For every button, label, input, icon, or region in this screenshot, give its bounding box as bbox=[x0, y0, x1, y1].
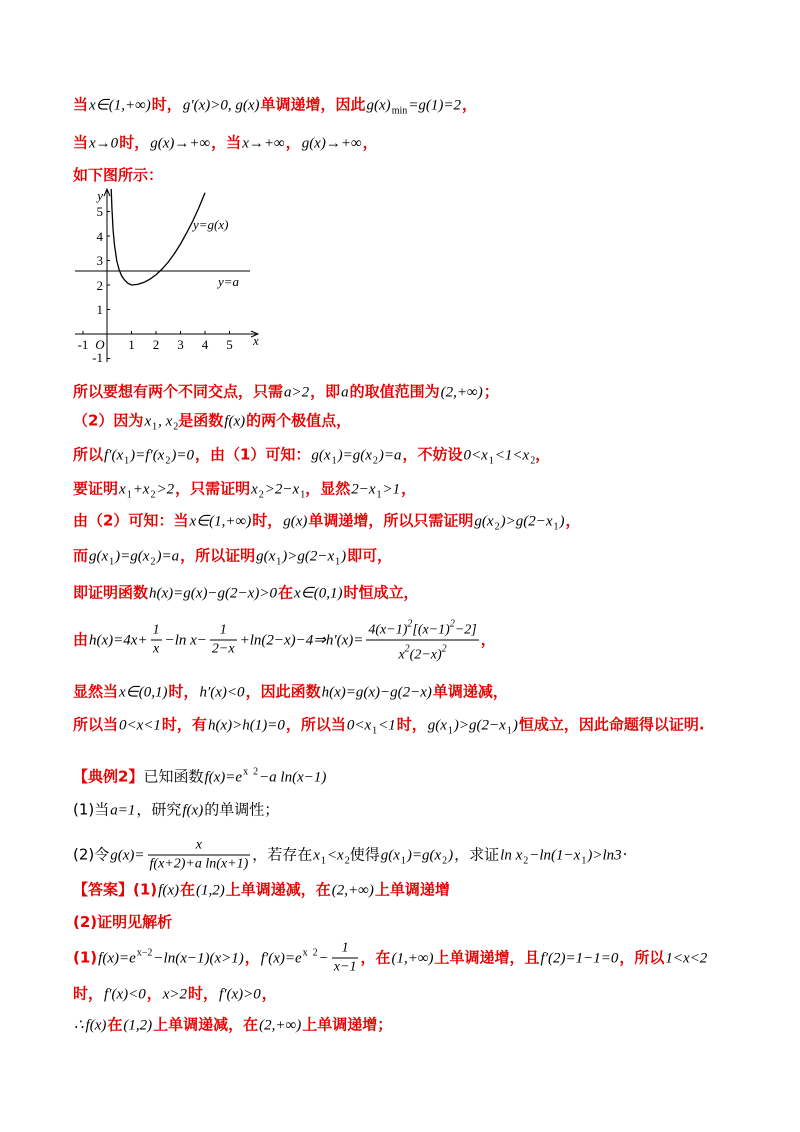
y-tick-label: 2 bbox=[96, 278, 103, 293]
origin-label: O bbox=[95, 337, 105, 352]
cn-text: 是函数 bbox=[178, 411, 224, 430]
math-expr: )=a bbox=[378, 447, 402, 464]
cn-text: 单调递增，所以只需证明 bbox=[308, 511, 474, 530]
answer-tag: 【答案】(1) bbox=[73, 880, 158, 899]
solution-line bbox=[73, 582, 418, 605]
math-expr: g(x)→+∞ bbox=[150, 135, 211, 152]
y-tick-label: -1 bbox=[92, 350, 103, 365]
cn-text: ，不妨设 bbox=[402, 445, 463, 464]
cn-text: ； bbox=[483, 382, 499, 401]
math-expr: g(x bbox=[474, 513, 494, 530]
math-expr: g′(x)>0, g(x) bbox=[182, 97, 260, 114]
math-expr: +ln(2−x)−4⇒h′(x)= bbox=[239, 632, 364, 649]
math-expr: )>g(2−x bbox=[453, 717, 506, 734]
math-expr: −ln x− bbox=[164, 632, 207, 649]
cn-text: 时， bbox=[396, 715, 427, 734]
math-expr: x bbox=[119, 481, 126, 498]
math-expr: )=g(x bbox=[337, 447, 372, 464]
math-expr: x bbox=[398, 647, 405, 663]
subscript: 2 bbox=[442, 855, 448, 867]
math-expr: x bbox=[251, 481, 258, 498]
cn-text: 的单调性； bbox=[204, 800, 280, 819]
math-expr: (2,+∞) bbox=[259, 1017, 302, 1034]
cn-text: 上单调递增； bbox=[302, 1015, 393, 1034]
cn-text: ，即 bbox=[310, 382, 341, 401]
subscript: 2 bbox=[258, 489, 264, 501]
answer-line bbox=[73, 879, 450, 902]
solution-line bbox=[73, 714, 705, 743]
math-expr: (1,2) bbox=[123, 1017, 153, 1034]
subscript: 1 bbox=[109, 556, 115, 568]
math-expr: )>ln3 bbox=[587, 847, 622, 864]
cn-text: 时， bbox=[119, 133, 150, 152]
x-tick-label: 5 bbox=[226, 337, 233, 352]
fraction-numerator: 1 bbox=[219, 622, 227, 638]
cn-text: ， bbox=[535, 445, 551, 464]
math-expr: − bbox=[318, 950, 329, 967]
cn-text: ， bbox=[261, 984, 277, 1003]
curve-label: y=g(x) bbox=[193, 217, 229, 232]
cn-text: ，只需证明 bbox=[175, 479, 251, 498]
cn-text: 单调递减， bbox=[432, 682, 508, 701]
y-axis-label: y bbox=[97, 188, 103, 203]
subscript: 2 bbox=[150, 489, 156, 501]
math-expr: 0<x bbox=[346, 717, 372, 734]
solution-line bbox=[73, 983, 277, 1006]
math-expr: )=f′(x bbox=[130, 447, 165, 464]
math-expr: g(x)→+∞ bbox=[301, 135, 362, 152]
math-expr: h(x)=g(x)−g(2−x)>0 bbox=[149, 585, 277, 602]
math-expr: (2,+∞) bbox=[440, 384, 483, 401]
math-expr: f′(x)<0 bbox=[104, 986, 146, 1003]
solution-line bbox=[73, 616, 496, 665]
cn-text: 时， bbox=[73, 984, 104, 1003]
superscript: x 2 bbox=[243, 766, 259, 778]
cn-text: 时恒成立， bbox=[343, 583, 419, 602]
math-expr: [(x−1) bbox=[412, 622, 450, 638]
solution-line bbox=[73, 410, 351, 439]
solution-line bbox=[73, 681, 508, 704]
math-expr: x→0 bbox=[89, 135, 119, 152]
fraction-denominator: x bbox=[151, 640, 162, 659]
math-expr: −ln(x−1)(x>1) bbox=[153, 950, 244, 967]
math-expr: (2−x) bbox=[409, 647, 442, 663]
math-expr: ln x bbox=[500, 847, 523, 864]
math-expr: x>2 bbox=[162, 986, 188, 1003]
cn-text: 由 bbox=[73, 630, 89, 649]
math-expr: g(x bbox=[256, 548, 276, 565]
cn-text: (2)证明见解析 bbox=[73, 913, 173, 931]
cn-text: ，所以当 bbox=[285, 715, 346, 734]
fraction-numerator bbox=[366, 616, 478, 640]
cn-text: 时， bbox=[252, 511, 283, 530]
subscript: 2 bbox=[372, 455, 378, 467]
cn-text: ，研究 bbox=[136, 800, 182, 819]
cn-text: ， bbox=[285, 133, 301, 152]
math-expr: >2 bbox=[156, 481, 175, 498]
cn-text: 在 bbox=[179, 880, 195, 899]
math-expr: 2−x bbox=[351, 481, 376, 498]
cn-text: 在 bbox=[277, 583, 293, 602]
cn-text: 显然当 bbox=[73, 682, 119, 701]
subscript: 2 bbox=[173, 421, 179, 433]
math-expr: +x bbox=[132, 481, 150, 498]
math-expr: g(x) bbox=[283, 513, 308, 530]
cn-text: 如下图所示： bbox=[73, 166, 164, 184]
math-expr: >2−x bbox=[264, 481, 300, 498]
line-label: y=a bbox=[218, 274, 240, 289]
math-expr: f(x) bbox=[182, 802, 204, 819]
math-expr: )=a bbox=[156, 548, 180, 565]
cn-text: 时， bbox=[188, 984, 219, 1003]
math-expr: g(x)= bbox=[110, 847, 145, 864]
cn-text: 恒成立，因此命题得以证明. bbox=[518, 715, 705, 734]
cn-text: 在 bbox=[107, 1015, 123, 1034]
cn-text: ，在 bbox=[360, 948, 391, 967]
cn-text: 所以当 bbox=[73, 715, 119, 734]
cn-text: 使得 bbox=[349, 845, 380, 864]
cn-text: 时， bbox=[151, 95, 182, 114]
cn-text: 即可， bbox=[347, 546, 393, 565]
math-expr: g(x bbox=[311, 447, 331, 464]
math-expr: ) bbox=[512, 717, 518, 734]
subscript: 1 bbox=[488, 455, 494, 467]
subscript: 1 bbox=[447, 725, 453, 737]
math-expr: x bbox=[144, 413, 152, 430]
cn-text: ，所以 bbox=[619, 948, 665, 967]
fraction-denominator: x−1 bbox=[333, 959, 357, 975]
cn-text: 的两个极值点， bbox=[246, 411, 352, 430]
math-expr: f′(2)=1−1=0 bbox=[540, 950, 619, 967]
math-expr: ) bbox=[341, 548, 347, 565]
math-expr: x∈(0,1) bbox=[293, 585, 343, 602]
example-question-line bbox=[73, 799, 279, 822]
cn-text: ， bbox=[461, 95, 477, 114]
math-expr: 0<x<1 bbox=[119, 717, 161, 734]
math-expr: >1 bbox=[382, 481, 401, 498]
solution-line bbox=[73, 545, 392, 574]
fraction-denominator: 2−x bbox=[211, 641, 235, 657]
math-expr: ) bbox=[559, 513, 565, 530]
math-expr: <x bbox=[326, 847, 344, 864]
math-expr: a bbox=[341, 384, 349, 401]
subscript: 1 bbox=[376, 489, 382, 501]
subscript: 1 bbox=[335, 556, 341, 568]
math-expr: f(x) bbox=[224, 413, 246, 430]
math-expr: f′(x bbox=[104, 447, 124, 464]
superscript: 2 bbox=[404, 643, 410, 655]
subscript: 1 bbox=[331, 455, 337, 467]
math-expr: <1<x bbox=[494, 447, 530, 464]
fraction-numerator: x bbox=[195, 837, 202, 853]
fraction-numerator: 1 bbox=[341, 940, 349, 956]
subscript: 2 bbox=[165, 455, 171, 467]
math-expr: g(x bbox=[427, 717, 447, 734]
math-expr: x→+∞ bbox=[242, 135, 285, 152]
subscript: 1 bbox=[126, 489, 132, 501]
math-expr: )=g(x bbox=[406, 847, 442, 864]
math-expr: g(x bbox=[89, 548, 109, 565]
math-expr: )=g(x bbox=[115, 548, 150, 565]
cn-text: ，求证 bbox=[454, 845, 500, 864]
superscript: x−2 bbox=[136, 947, 153, 959]
fraction bbox=[332, 940, 359, 977]
example-tag: 【典例2】 bbox=[73, 767, 144, 786]
solution-line bbox=[73, 381, 499, 404]
math-expr: −2] bbox=[454, 622, 477, 638]
math-expr: <1 bbox=[378, 717, 396, 734]
subscript: 1 bbox=[320, 855, 326, 867]
solution-line bbox=[73, 132, 378, 155]
cn-text: 所以 bbox=[73, 445, 104, 464]
cn-text: ，若存在 bbox=[252, 845, 313, 864]
subscript: 1 bbox=[400, 855, 406, 867]
subscript: 2 bbox=[523, 855, 529, 867]
math-expr: 0<x bbox=[463, 447, 488, 464]
math-expr: =g(1)=2 bbox=[408, 97, 461, 114]
cn-text: 当 bbox=[73, 133, 89, 152]
math-expr: x∈(1,+∞) bbox=[189, 513, 252, 530]
fraction-numerator: 1 bbox=[152, 622, 160, 638]
math-expr: 4(x−1) bbox=[368, 622, 408, 638]
math-expr: (2,+∞) bbox=[331, 882, 374, 899]
cn-text: 要证明 bbox=[73, 479, 119, 498]
cn-text: ，因此函数 bbox=[245, 682, 321, 701]
x-tick-label: 3 bbox=[177, 337, 184, 352]
math-expr: (1,2) bbox=[196, 882, 225, 899]
cn-text: 而 bbox=[73, 546, 89, 565]
solution-line bbox=[73, 94, 477, 123]
x-tick-label: -1 bbox=[77, 337, 89, 352]
solution-line bbox=[73, 444, 550, 473]
math-expr: x bbox=[313, 847, 320, 864]
x-axis-label: x bbox=[253, 333, 259, 348]
superscript: 2 bbox=[407, 618, 413, 630]
y-tick-label: 5 bbox=[96, 204, 103, 219]
fraction bbox=[151, 622, 162, 659]
math-expr: h(x)=g(x)−g(2−x) bbox=[321, 684, 432, 701]
math-expr: ) bbox=[448, 847, 454, 864]
subscript: 1 bbox=[300, 489, 306, 501]
math-expr: f′(x)=e bbox=[260, 950, 302, 967]
math-expr: , x bbox=[158, 413, 173, 430]
cn-text: 时，有 bbox=[161, 715, 207, 734]
math-expr: x∈(1,+∞) bbox=[89, 97, 151, 114]
solution-line bbox=[73, 1014, 392, 1037]
math-expr: h(x)=4x+ bbox=[89, 632, 148, 649]
math-expr: )=0 bbox=[171, 447, 194, 464]
subscript: 1 bbox=[506, 725, 512, 737]
math-expr: g(x bbox=[380, 847, 400, 864]
cn-text: 已知函数 bbox=[143, 767, 204, 786]
cn-text: ，由（1）可知： bbox=[194, 445, 311, 464]
fraction bbox=[366, 616, 478, 665]
superscript: 2 bbox=[449, 618, 455, 630]
subscript: 2 bbox=[150, 556, 156, 568]
subscript: 1 bbox=[553, 521, 559, 533]
y-tick-label: 3 bbox=[96, 253, 103, 268]
cn-text: 单调递增，因此 bbox=[260, 95, 366, 114]
cn-text: (1) bbox=[73, 948, 98, 967]
cn-text: 即证明函数 bbox=[73, 583, 149, 602]
cn-text: 的取值范围为 bbox=[349, 382, 440, 401]
math-expr: x∈(0,1) bbox=[119, 684, 168, 701]
math-expr: −a ln(x−1) bbox=[259, 769, 327, 786]
answer-line bbox=[73, 911, 172, 933]
x-tick-label: 2 bbox=[152, 337, 160, 352]
math-expr: 1<x<2 bbox=[665, 950, 708, 967]
cn-text: 上单调递减，在 bbox=[153, 1015, 259, 1034]
y-tick-label: 4 bbox=[96, 229, 103, 244]
cn-text: ，当 bbox=[211, 133, 242, 152]
math-expr: )>g(2−x bbox=[500, 513, 553, 530]
subscript: 2 bbox=[494, 521, 500, 533]
x-tick-label: 4 bbox=[201, 337, 209, 352]
subscript: 2 bbox=[344, 855, 350, 867]
cn-text: · bbox=[622, 845, 628, 864]
example-question-line bbox=[73, 762, 327, 789]
math-expr: g(x) bbox=[366, 97, 391, 114]
cn-text: 时， bbox=[168, 682, 199, 701]
subscript: min bbox=[391, 105, 408, 117]
cn-text: 当 bbox=[73, 95, 89, 114]
cn-text: ， bbox=[244, 948, 260, 967]
superscript: x 2 bbox=[302, 947, 318, 959]
math-expr: h′(x)<0 bbox=[199, 684, 245, 701]
cn-text: 上单调递减，在 bbox=[225, 880, 331, 899]
subscript: 1 bbox=[152, 421, 158, 433]
therefore-symbol: ∴ bbox=[74, 1017, 84, 1034]
solution-line bbox=[73, 478, 416, 507]
cn-text: （2）因为 bbox=[73, 411, 144, 430]
solution-line bbox=[73, 940, 708, 977]
cn-text: ， bbox=[362, 133, 378, 152]
cn-text: (2)令 bbox=[73, 845, 110, 864]
math-expr: f′(x)>0 bbox=[219, 986, 261, 1003]
cn-text: ， bbox=[146, 984, 162, 1003]
cn-text: ， bbox=[401, 479, 417, 498]
math-expr: )>g(2−x bbox=[282, 548, 335, 565]
function-graph bbox=[60, 185, 265, 375]
solution-line bbox=[73, 510, 581, 539]
math-expr: f(x) bbox=[85, 1017, 107, 1034]
math-expr: a=1 bbox=[110, 802, 136, 819]
math-expr: a>2 bbox=[284, 384, 310, 401]
cn-text: 由（2）可知：当 bbox=[73, 511, 189, 530]
example-question-line bbox=[73, 837, 627, 874]
fraction-denominator bbox=[366, 640, 478, 665]
fraction-denominator: f(x+2)+a ln(x+1) bbox=[149, 856, 249, 872]
cn-text: ， bbox=[480, 630, 496, 649]
subscript: 1 bbox=[372, 725, 378, 737]
cn-text: 所以要想有两个不同交点，只需 bbox=[73, 382, 284, 401]
cn-text: (1)当 bbox=[73, 800, 110, 819]
subscript: 1 bbox=[276, 556, 282, 568]
solution-line bbox=[73, 164, 163, 186]
x-tick-label: 1 bbox=[128, 337, 135, 352]
subscript: 1 bbox=[581, 855, 587, 867]
cn-text: 上单调递增 bbox=[374, 880, 450, 899]
math-expr: h(x)>h(1)=0 bbox=[207, 717, 285, 734]
cn-text: ， bbox=[565, 511, 581, 530]
math-expr: (1,+∞) bbox=[391, 950, 434, 967]
superscript: 2 bbox=[441, 643, 447, 655]
cn-text: ，所以证明 bbox=[180, 546, 256, 565]
math-expr: f(x)=e bbox=[98, 950, 136, 967]
fraction bbox=[148, 837, 251, 874]
math-expr: −ln(1−x bbox=[529, 847, 581, 864]
cn-text: 上单调递增，且 bbox=[434, 948, 540, 967]
subscript: 2 bbox=[530, 455, 536, 467]
math-expr: f(x) bbox=[158, 882, 179, 899]
math-expr: f(x)=e bbox=[204, 769, 243, 786]
fraction bbox=[210, 622, 237, 659]
subscript: 1 bbox=[124, 455, 130, 467]
cn-text: ，显然 bbox=[305, 479, 351, 498]
y-tick-label: 1 bbox=[96, 302, 103, 317]
